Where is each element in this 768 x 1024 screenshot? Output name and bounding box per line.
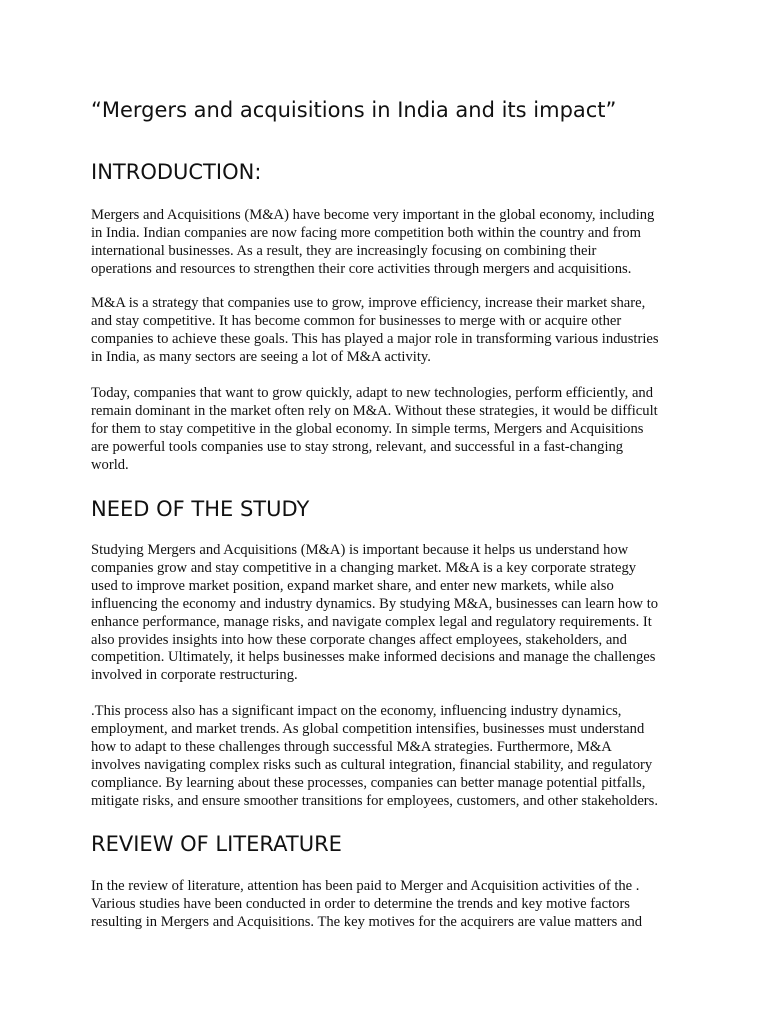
- introduction-paragraph-3: [91, 385, 683, 475]
- text-line: how to adapt to these challenges through successful M&A strategies. Furthermore, M&A: [91, 738, 612, 755]
- document-title: “Mergers and acquisitions in India and its impact”: [91, 98, 617, 122]
- text-line: enhance performance, manage risks, and navigate complex legal and regulatory requirements. It: [91, 613, 652, 630]
- text-line: mitigate risks, and ensure smoother transitions for employees, customers, and other stakeholders.: [91, 792, 658, 809]
- text-line: operations and resources to strengthen their core activities through mergers and acquisitions.: [91, 260, 632, 277]
- text-line: Mergers and Acquisitions (M&A) have become very important in the global economy, including: [91, 207, 655, 223]
- text-line: .This process also has a significant impact on the economy, influencing industry dynamics,: [91, 703, 622, 719]
- text-line: are powerful tools companies use to stay strong, relevant, and successful in a fast-changing: [91, 438, 624, 455]
- text-line: and stay competitive. It has become common for businesses to merge with or acquire other: [91, 312, 622, 329]
- text-line: Various studies have been conducted in order to determine the trends and key motive factors: [91, 895, 630, 912]
- text-line: In the review of literature, attention has been paid to Merger and Acquisition activities of the .: [91, 878, 640, 894]
- text-line: influencing the economy and industry dynamics. By studying M&A, businesses can learn how to: [91, 595, 659, 612]
- text-line: in India. Indian companies are now facing more competition both within the country and from: [91, 224, 641, 241]
- text-line: companies grow and stay competitive in a changing market. M&A is a key corporate strategy: [91, 559, 637, 576]
- text-line: also provides insights into how these corporate changes affect employees, stakeholders, and: [91, 631, 627, 648]
- introduction-paragraph-1: [91, 207, 683, 279]
- text-line: resulting in Mergers and Acquisitions. The key motives for the acquirers are value matters and: [91, 913, 643, 930]
- text-line: companies to achieve these goals. This has played a major role in transforming various industries: [91, 330, 659, 347]
- text-line: involved in corporate restructuring.: [91, 667, 298, 684]
- section-heading-need-of-the-study: NEED OF THE STUDY: [91, 497, 310, 521]
- text-line: competition. Ultimately, it helps businesses make informed decisions and manage the challenges: [91, 649, 656, 666]
- text-line: involves navigating complex risks such as cultural integration, financial stability, and regulatory: [91, 756, 653, 773]
- need-of-study-paragraph-2: [91, 703, 683, 810]
- text-line: world.: [91, 456, 129, 473]
- text-line: Studying Mergers and Acquisitions (M&A) is important because it helps us understand how: [91, 542, 629, 558]
- introduction-paragraph-2: [91, 295, 683, 367]
- text-line: M&A is a strategy that companies use to grow, improve efficiency, increase their market share,: [91, 295, 646, 311]
- text-line: Today, companies that want to grow quickly, adapt to new technologies, perform efficiently, and: [91, 385, 654, 401]
- text-line: remain dominant in the market often rely on M&A. Without these strategies, it would be difficult: [91, 402, 658, 419]
- text-line: for them to stay competitive in the global economy. In simple terms, Mergers and Acquisitions: [91, 420, 644, 437]
- section-heading-introduction: INTRODUCTION:: [91, 160, 262, 184]
- text-line: employment, and market trends. As global competition intensifies, businesses must understand: [91, 720, 645, 737]
- text-line: international businesses. As a result, they are increasingly focusing on combining their: [91, 242, 597, 259]
- text-line: used to improve market position, expand market share, and enter new markets, while also: [91, 577, 614, 594]
- text-line: in India, as many sectors are seeing a lot of M&A activity.: [91, 348, 431, 365]
- review-of-literature-paragraph-1: [91, 878, 683, 932]
- need-of-study-paragraph-1: [91, 542, 683, 685]
- text-line: compliance. By learning about these processes, companies can better manage potential pitfalls,: [91, 774, 646, 791]
- section-heading-review-of-literature: REVIEW OF LITERATURE: [91, 832, 342, 856]
